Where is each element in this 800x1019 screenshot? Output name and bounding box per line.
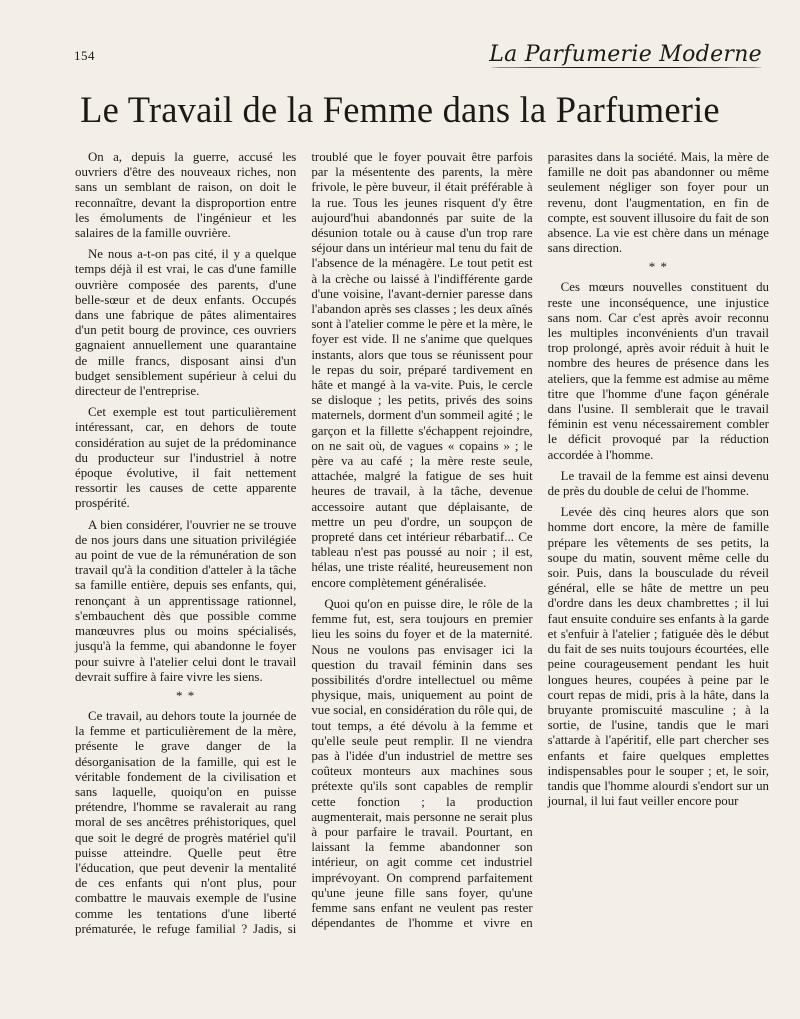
paragraph: On a, depuis la guerre, accusé les ouvriers d'être des nouveaux riches, non sans un semblant de raison, on doit le reconnaître, devant la disproportion entre les émoluments de l'ingénieur et les salaires de la famille ouvrière. xyxy=(75,150,297,241)
page-number: 154 xyxy=(74,48,95,63)
paragraph: Levée dès cinq heures alors que son homme dort encore, la mère de famille prépare les vêtements de ses petits, la soupe du matin, souvent même celle du soir. Puis, dans la bousculade du réveil général, elle se hâte de mettre un peu d'ordre dans les deux chambrettes ; il lui faut ensuite conduire ses enfants à la garde et s'enfuir à l'atelier ; fatiguée dès le début du fait de ses nuits toujours écourtées, elle peine courageusement pendant les huit longues heures, coupées à peine par le court repas de midi, pris à la hâte, dans la bruyante promiscuité masculine ; à la sortie, de l'usine, tandis que le mari s'attarde à l'apéritif, elle part chercher ses enfants et faire quelques emplettes indispensables pour le souper ; et, le soir, tandis que l'homme alourdi s'endort sur un journal, il lui faut veiller encore pour xyxy=(547,505,769,809)
paragraph: Quoi qu'on en puisse dire, le rôle de la femme fut, est, sera toujours en premier lieu les soins du foyer et de la maternité. Nous ne voulons pas envisager ici la question du travail féminin dans ses possibilités d'ordre intellectuel ou même physique, mais, uniquement au point de vue social, en considération du rôle qui, de tout temps, a été dévolu à la femme et qu'elle seule peut remplir. Il ne viendra pas à l'idée d'un industriel de mettre ses coûteux monteurs aux machines sous prétexte qu'ils sont capables de remplir cette fonction ; la production augmenterait, mais personne ne serait plus à pour parfaire le travail. Pourtant, en laissant la femme abandonner son intérieur, on agit comme cet industriel imprévoyant. On comprend parfaitement qu'une jeune fille sans foyer, qu'une femme sans enfant ne veulent pas rester dépendantes de l'homme et vivre en parasites dans la société. Mais, la mère de famille ne doit pas abandonner ou même seulement négliger son foyer pour un revenu, dont l'augmentation, en fin de compte, est souvent illusoire du fait de son absence. La vie est chère dans un ménage sans direction. xyxy=(311,150,769,931)
paragraph: Ce travail, au dehors toute la journée de la femme et particulièrement de la mère, présente le grave danger de la désorganisation de la famille, qui est le véritable fondement de la civilisation et sans laquelle, quoiqu'on en puisse prétendre, l'homme se ravalerait au rang moral de ses ancêtres préhistoriques, quel que soit le degré de progrès matériel qu'il puisse atteindre. Quelle peut être l'éducation, que peut devenir la mentalité de ces enfants qui n'ont plus, pour combattre le mauvais exemple de l'usine comme les tentations d'une liberté prématurée, le refuge familial ? Jadis, si troublé que le foyer pouvait être parfois par la mésentente des parents, la mère frivole, le père buveur, il était préférable à la rue. Tous les jeunes risquent d'y être aujourd'hui abandonnés par suite de la désunion totale ou à cause d'un trop rare séjour dans un intérieur mal tenu du fait de l'absence de la ménagère. Le tout petit est à la crèche ou laissé à l'indifférente garde d'une voisine, l'avant-dernier paresse dans l'abandon après ses classes ; les deux aînés sont à l'atelier comme le père et la mère, le foyer est vide. Il ne s'anime que quelques instants, alors que tous se réunissent pour le repas du soir, préparé tardivement en hâte et mangé à la va-vite. Puis, le cercle se disloque ; les petits, privés des soins maternels, dorment d'un sommeil agité ; le garçon et la fillette s'échappent rejoindre, on ne sait où, de vagues « copains » ; le père va au café ; la mère reste seule, attachée, malgré la fatigue de ses huit heures de travail, à la tâche, devenue accessoire autant que déplaisante, de mettre un peu d'ordre, un soupçon de propreté dans cet intérieur rébarbatif... Ce tableau n'est pas poussé au noir ; il est, hélas, une triste réalité, heureusement non encore complètement généralisée. xyxy=(75,150,533,936)
section-separator: * * xyxy=(176,687,196,703)
paragraph: Le travail de la femme est ainsi devenu de près du double de celui de l'homme. xyxy=(547,468,769,499)
paragraph: Ne nous a-t-on pas cité, il y a quelque temps déjà il est vrai, le cas d'une famille ouvrière composée des parents, d'une belle-sœur et de deux enfants. Occupés dans une fabrique de pâtes alimentaires d'un petit bourg de province, ces ouvriers gagnaient annuellement une quarantaine de mille francs, disposant ainsi d'un budget sensiblement supérieur à celui du directeur de l'entreprise. xyxy=(75,247,297,399)
section-separator: * * xyxy=(648,259,668,275)
article-title: Le Travail de la Femme dans la Parfumerie xyxy=(80,89,720,130)
journal-title: La Parfumerie Moderne xyxy=(489,42,762,67)
article-body xyxy=(75,150,769,940)
paragraph: Cet exemple est tout particulièrement intéressant, car, en dehors de toute considération au sujet de la prédominance du producteur sur l'industriel à notre époque évolutive, il fait nettement ressortir les causes de cette apparente prospérité. xyxy=(75,405,297,511)
paragraph: Ces mœurs nouvelles constituent du reste une inconséquence, une injustice sans nom. Car c'est après avoir reconnu les multiples inconvénients d'un travail trop prolongé, après avoir réduit à huit le nombre des heures de présence dans les ateliers, que la femme est admise au même titre que l'homme d'une façon générale dans l'usine. Il semblerait que le travail féminin est venu nécessairement combler le déficit provoqué par la réduction accordée à l'homme. xyxy=(547,280,769,462)
paragraph: A bien considérer, l'ouvrier ne se trouve de nos jours dans une situation privilégiée au point de vue de la rémunération de son travail qu'à la condition d'atteler à la tâche sa famille entière, depuis ses enfants, qui, renonçant à un apprentissage rationnel, s'embauchent dès que possible comme manœuvres plus ou moins spécialisés, jusqu'à la femme, qui abandonne le foyer pour suivre à l'atelier celui dont le travail devrait suffire à faire vivre les siens. xyxy=(75,517,297,684)
